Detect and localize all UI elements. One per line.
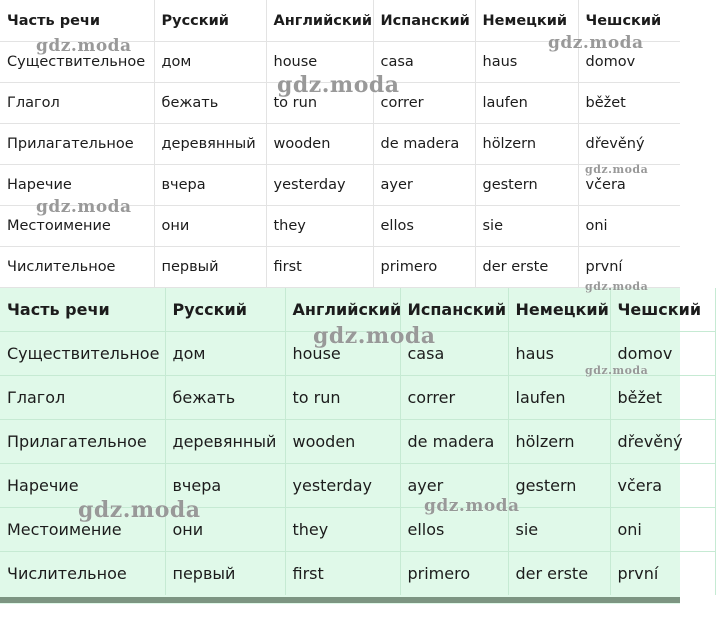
table-cell: they — [285, 508, 400, 552]
header-cell: Часть речи — [0, 0, 154, 42]
table-row — [0, 247, 680, 288]
parts-of-speech-table-bottom-container — [0, 288, 702, 604]
table-cell: hölzern — [508, 420, 610, 464]
table-cell: primero — [373, 247, 475, 288]
table-cell: domov — [610, 332, 715, 376]
table-cell: они — [165, 508, 285, 552]
table-cell: Глагол — [0, 83, 154, 124]
table-cell: wooden — [285, 420, 400, 464]
table-cell: haus — [508, 332, 610, 376]
table-row — [0, 83, 680, 124]
watermark: gdz.moda — [277, 72, 400, 98]
header-cell: Русский — [154, 0, 266, 42]
table-row — [0, 206, 680, 247]
table-cell: yesterday — [285, 464, 400, 508]
table-cell: dřevěný — [610, 420, 715, 464]
table-cell: дом — [154, 42, 266, 83]
table-cell: včera — [578, 165, 680, 206]
table-cell: дом — [165, 332, 285, 376]
table-cell: деревянный — [165, 420, 285, 464]
header-row — [0, 0, 680, 42]
table-cell: Прилагательное — [0, 124, 154, 165]
table-row — [0, 332, 715, 376]
table-row — [0, 420, 715, 464]
table-cell: hölzern — [475, 124, 578, 165]
table-row — [0, 464, 715, 508]
watermark: gdz.moda — [585, 364, 649, 377]
table-cell: Существительное — [0, 42, 154, 83]
bottom-divider — [0, 597, 680, 603]
table-row — [0, 165, 680, 206]
table-cell: gestern — [475, 165, 578, 206]
watermark: gdz.moda — [36, 36, 132, 56]
table-cell: běžet — [610, 376, 715, 420]
parts-of-speech-table-bottom — [0, 288, 716, 595]
table-cell: бежать — [154, 83, 266, 124]
table-cell: laufen — [475, 83, 578, 124]
watermark: gdz.moda — [424, 496, 520, 516]
table-row — [0, 42, 680, 83]
header-cell: Испанский — [373, 0, 475, 42]
watermark: gdz.moda — [548, 33, 644, 53]
parts-of-speech-table-top — [0, 0, 680, 288]
table-cell: sie — [508, 508, 610, 552]
table-cell: to run — [266, 83, 373, 124]
table-cell: de madera — [400, 420, 508, 464]
table-cell: de madera — [373, 124, 475, 165]
header-cell: Английский — [285, 288, 400, 332]
header-cell: Чешский — [578, 0, 680, 42]
header-cell: Чешский — [610, 288, 715, 332]
header-cell: Немецкий — [508, 288, 610, 332]
table-cell: první — [610, 552, 715, 596]
table-cell: first — [285, 552, 400, 596]
table-cell: correr — [400, 376, 508, 420]
table-cell: first — [266, 247, 373, 288]
table-cell: ayer — [373, 165, 475, 206]
table-cell: oni — [610, 508, 715, 552]
table-cell: casa — [400, 332, 508, 376]
table-cell: der erste — [508, 552, 610, 596]
table-cell: gestern — [508, 464, 610, 508]
table-cell: вчера — [165, 464, 285, 508]
table-cell: house — [285, 332, 400, 376]
table-cell: domov — [578, 42, 680, 83]
table-cell: primero — [400, 552, 508, 596]
table-row — [0, 552, 715, 596]
table-cell: sie — [475, 206, 578, 247]
table-cell: wooden — [266, 124, 373, 165]
table-cell: casa — [373, 42, 475, 83]
watermark: gdz.moda — [313, 323, 436, 349]
table-cell: oni — [578, 206, 680, 247]
table-cell: Существительное — [0, 332, 165, 376]
watermark: gdz.moda — [585, 163, 649, 176]
table-cell: yesterday — [266, 165, 373, 206]
watermark: gdz.moda — [36, 197, 132, 217]
table-row — [0, 124, 680, 165]
watermark: gdz.moda — [585, 280, 649, 293]
header-cell: Английский — [266, 0, 373, 42]
table-cell: včera — [610, 464, 715, 508]
table-cell: Наречие — [0, 464, 165, 508]
header-row — [0, 288, 715, 332]
header-cell: Русский — [165, 288, 285, 332]
table-cell: деревянный — [154, 124, 266, 165]
table-cell: correr — [373, 83, 475, 124]
table-cell: ellos — [400, 508, 508, 552]
table-row — [0, 376, 715, 420]
table-cell: laufen — [508, 376, 610, 420]
header-cell: Немецкий — [475, 0, 578, 42]
header-cell: Испанский — [400, 288, 508, 332]
table-cell: house — [266, 42, 373, 83]
table-cell: первый — [154, 247, 266, 288]
table-cell: Числительное — [0, 247, 154, 288]
table-cell: haus — [475, 42, 578, 83]
table-row — [0, 508, 715, 552]
header-cell: Часть речи — [0, 288, 165, 332]
watermark: gdz.moda — [78, 497, 201, 523]
table-cell: běžet — [578, 83, 680, 124]
table-cell: ayer — [400, 464, 508, 508]
table-cell: they — [266, 206, 373, 247]
table-cell: вчера — [154, 165, 266, 206]
table-cell: они — [154, 206, 266, 247]
table-cell: dřevěný — [578, 124, 680, 165]
table-cell: бежать — [165, 376, 285, 420]
table-cell: Местоимение — [0, 508, 165, 552]
table-cell: der erste — [475, 247, 578, 288]
table-cell: ellos — [373, 206, 475, 247]
table-cell: Местоимение — [0, 206, 154, 247]
table-cell: Прилагательное — [0, 420, 165, 464]
table-cell: первый — [165, 552, 285, 596]
table-cell: to run — [285, 376, 400, 420]
table-cell: Числительное — [0, 552, 165, 596]
table-cell: Наречие — [0, 165, 154, 206]
table-cell: Глагол — [0, 376, 165, 420]
table-cell: první — [578, 247, 680, 288]
